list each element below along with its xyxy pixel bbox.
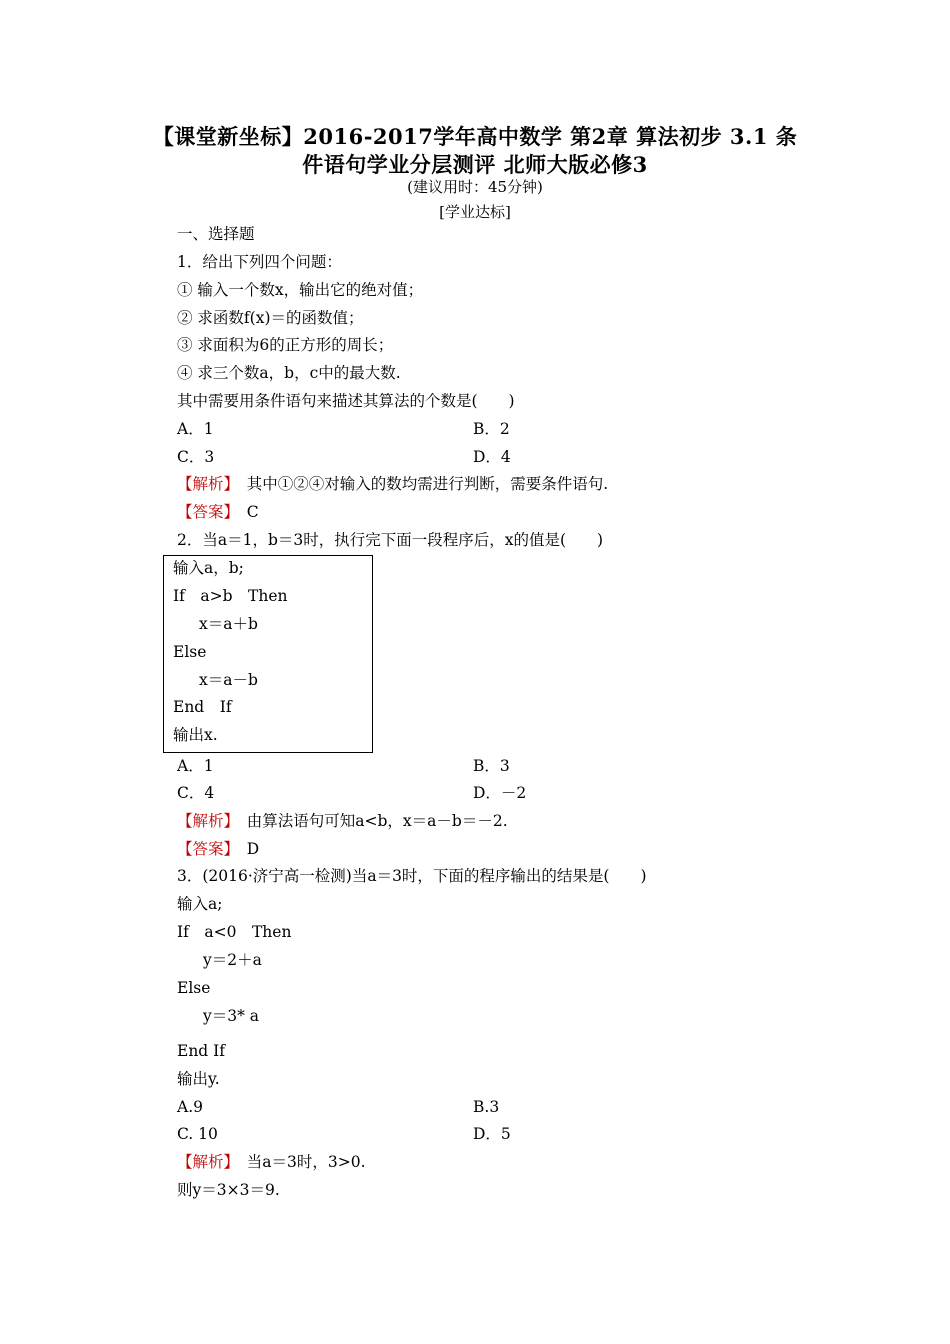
q1-answer: [177, 502, 259, 522]
analysis-text: 由算法语句可知a<b，x＝a－b＝－2.: [246, 812, 508, 830]
q3-analysis: [177, 1152, 366, 1172]
q1-analysis: [177, 474, 608, 494]
q1-item-2: ② 求函数f(x)＝的函数值；: [177, 309, 364, 327]
q1-item-4: ④ 求三个数a，b，c中的最大数.: [177, 364, 401, 382]
q1-question: 其中需要用条件语句来描述其算法的个数是( ): [177, 392, 515, 410]
q1-item-3: ③ 求面积为6的正方形的周长；: [177, 336, 394, 354]
q1-option-a: A．1: [177, 420, 214, 438]
code-line: 输出x.: [173, 726, 218, 744]
part-heading: 一、选择题: [177, 225, 255, 243]
code-line: If a>b Then: [173, 587, 288, 605]
code-line: x＝a＋b: [199, 615, 258, 633]
code-line: If a<0 Then: [177, 923, 292, 941]
analysis-tag: 【解析】: [177, 812, 232, 830]
q2-option-a: A．1: [177, 757, 214, 775]
code-line: y＝2＋a: [203, 951, 262, 969]
document-title-line1: 【课堂新坐标】2016-2017学年高中数学 第2章 算法初步 3.1 条: [152, 124, 798, 149]
time-note: (建议用时：45分钟): [407, 178, 543, 196]
answer-text: C: [246, 503, 259, 521]
q1-item-1: ① 输入一个数x，输出它的绝对值；: [177, 281, 424, 299]
section-label: [学业达标]: [439, 203, 511, 221]
document-title-line2: 件语句学业分层测评 北师大版必修3: [302, 152, 648, 177]
q1-stem: 1．给出下列四个问题：: [177, 253, 342, 271]
answer-text: D: [246, 840, 260, 858]
analysis-text: 其中①②④对输入的数均需进行判断，需要条件语句.: [246, 475, 609, 493]
q1-option-b: B．2: [473, 420, 510, 438]
q3-option-b: B.3: [473, 1098, 500, 1116]
code-line: Else: [173, 643, 207, 661]
code-line: 输入a;: [177, 895, 223, 913]
code-line: 输入a，b;: [173, 559, 244, 577]
q2-option-b: B．3: [473, 757, 510, 775]
code-line: End If: [177, 1042, 226, 1060]
q3-option-a: A.9: [177, 1098, 203, 1116]
analysis-tag: 【解析】: [177, 475, 232, 493]
q2-stem: 2．当a＝1，b＝3时，执行完下面一段程序后，x的值是( ): [177, 531, 604, 549]
q3-option-d: D．5: [473, 1125, 511, 1143]
q2-option-c: C．4: [177, 784, 215, 802]
q2-analysis: [177, 811, 508, 831]
q1-option-d: D．4: [473, 448, 511, 466]
q3-stem: 3．(2016·济宁高一检测)当a＝3时，下面的程序输出的结果是( ): [177, 867, 647, 885]
q3-option-c: C. 10: [177, 1125, 218, 1143]
code-line: 输出y.: [177, 1070, 220, 1088]
q2-option-d: D．－2: [473, 784, 527, 802]
code-line: End If: [173, 698, 232, 716]
answer-tag: 【答案】: [177, 503, 232, 521]
analysis-tag: 【解析】: [177, 1153, 232, 1171]
code-line: x＝a－b: [199, 671, 258, 689]
analysis-text: 当a＝3时，3>0.: [246, 1153, 366, 1171]
code-line: Else: [177, 979, 211, 997]
code-line: y＝3* a: [203, 1007, 260, 1025]
answer-tag: 【答案】: [177, 840, 232, 858]
q3-followup: 则y＝3×3＝9.: [177, 1181, 280, 1199]
q1-option-c: C．3: [177, 448, 215, 466]
q2-answer: [177, 839, 259, 859]
